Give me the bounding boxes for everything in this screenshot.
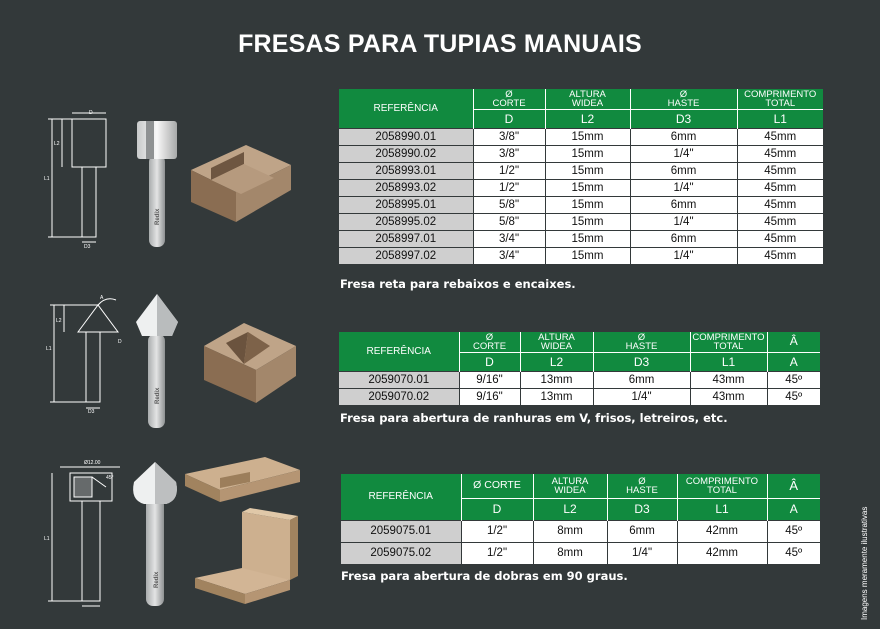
straight-bit-drawing [40,105,120,250]
value-cell: 45º [767,520,820,542]
reference-cell: 2059075.01 [341,520,461,542]
value-cell: 42mm [677,542,767,564]
subheader-d3: D3 [630,109,737,128]
value-cell: 45mm [737,230,823,247]
brand-label: Redix [154,571,160,588]
value-cell: 1/4" [607,542,677,564]
subheader-l2: L2 [545,109,630,128]
value-cell: 45º [767,371,820,388]
value-cell: 1/2" [473,162,545,179]
col-header-widea-height: ALTURA WIDEA [545,89,630,109]
table-row [339,196,823,213]
subheader-a: A [767,352,820,371]
col-header-total-length: COMPRIMENTO TOTAL [677,474,767,498]
value-cell: 15mm [545,230,630,247]
fold-bit-photo [128,460,183,610]
dim-l1-label: L1 [44,536,50,542]
reference-cell: 2058995.01 [339,196,473,213]
brand-label: Redix [155,387,161,404]
value-cell: 3/8" [473,128,545,145]
table-row [341,520,820,542]
subheader-a: A [767,498,820,520]
value-cell: 45º [767,388,820,405]
col-header-reference: REFERÊNCIA [339,89,473,128]
subheader-l2: L2 [520,352,593,371]
table-row [339,371,820,388]
value-cell: 9/16" [459,388,520,405]
subheader-l1: L1 [690,352,767,371]
fold-bit-drawing [40,455,130,610]
dim-d-label: D [89,110,93,116]
value-cell: 6mm [630,196,737,213]
dim-l2-label: L2 [54,141,60,147]
page-title: FRESAS PARA TUPIAS MANUAIS [238,30,642,58]
value-cell: 42mm [677,520,767,542]
value-cell: 13mm [520,388,593,405]
subheader-l1: L1 [737,109,823,128]
table-row [339,145,823,162]
reference-cell: 2058997.01 [339,230,473,247]
brand-label: Redix [155,208,161,225]
dim-a-label: A [100,295,104,301]
value-cell: 45mm [737,196,823,213]
col-header-reference: REFERÊNCIA [339,332,459,371]
value-cell: 1/4" [630,213,737,230]
dim-l2-label: L2 [56,318,62,324]
subheader-d: D [473,109,545,128]
value-cell: 15mm [545,145,630,162]
value-cell: 45mm [737,247,823,264]
col-header-angle: Â [767,474,820,498]
dim-top-label: Ø12.00 [84,460,101,466]
reference-cell: 2058997.02 [339,247,473,264]
v-groove-bit-photo [132,292,182,432]
table-body [341,520,820,564]
col-header-shank-diameter: Ø HASTE [630,89,737,109]
value-cell: 15mm [545,196,630,213]
value-cell: 13mm [520,371,593,388]
value-cell: 1/4" [593,388,690,405]
value-cell: 9/16" [459,371,520,388]
reference-cell: 2058993.01 [339,162,473,179]
dim-d3-label: D3 [84,244,91,250]
value-cell: 5/8" [473,196,545,213]
value-cell: 1/4" [630,247,737,264]
table-row [339,247,823,264]
table-row [341,542,820,564]
value-cell: 8mm [533,542,607,564]
reference-cell: 2058993.02 [339,179,473,196]
straight-bit-table [339,89,823,264]
dim-angle-label: 45° [106,475,114,481]
section-caption: Fresa reta para rebaixos e encaixes. [340,277,576,291]
value-cell: 3/8" [473,145,545,162]
reference-cell: 2059075.02 [341,542,461,564]
value-cell: 1/2" [461,542,533,564]
reference-cell: 2059070.01 [339,371,459,388]
col-header-cut-diameter: Ø CORTE [459,332,520,352]
value-cell: 45mm [737,162,823,179]
value-cell: 6mm [630,128,737,145]
value-cell: 45mm [737,179,823,196]
subheader-d: D [459,352,520,371]
col-header-cut-diameter: Ø CORTE [473,89,545,109]
dim-d3-label: D3 [88,409,95,415]
dim-l1-label: L1 [46,346,52,352]
fold-wood-sample-top [180,452,305,507]
value-cell: 43mm [690,371,767,388]
value-cell: 45mm [737,128,823,145]
value-cell: 15mm [545,162,630,179]
reference-cell: 2058990.01 [339,128,473,145]
table-row [339,162,823,179]
section-caption: Fresa para abertura de ranhuras em V, frisos, letreiros, etc. [340,411,728,425]
table-body [339,128,823,264]
table-row [339,213,823,230]
table-row [339,179,823,196]
value-cell: 43mm [690,388,767,405]
illustrative-images-note: Imagens meramente ilustrativas [860,506,869,620]
straight-bit-photo [132,115,182,250]
value-cell: 15mm [545,247,630,264]
fold-wood-sample-bottom [190,508,305,608]
value-cell: 3/4" [473,230,545,247]
subheader-d3: D3 [593,352,690,371]
v-groove-wood-sample [196,318,301,408]
col-header-total-length: COMPRIMENTO TOTAL [737,89,823,109]
table-body [339,371,820,405]
table-row [339,230,823,247]
value-cell: 45mm [737,145,823,162]
col-header-shank-diameter: Ø HASTE [593,332,690,352]
value-cell: 8mm [533,520,607,542]
value-cell: 15mm [545,213,630,230]
value-cell: 6mm [630,230,737,247]
col-header-shank-diameter: Ø HASTE [607,474,677,498]
value-cell: 1/2" [461,520,533,542]
v-groove-bit-drawing [40,290,130,415]
value-cell: 1/4" [630,179,737,196]
rebate-wood-sample [186,130,296,230]
reference-cell: 2058995.02 [339,213,473,230]
value-cell: 6mm [630,162,737,179]
dim-l1-label: L1 [44,176,50,182]
subheader-d: D [461,498,533,520]
reference-cell: 2059070.02 [339,388,459,405]
value-cell: 1/2" [473,179,545,196]
subheader-d3: D3 [607,498,677,520]
value-cell: 6mm [593,371,690,388]
col-header-total-length: COMPRIMENTO TOTAL [690,332,767,352]
table-row [339,128,823,145]
col-header-reference: REFERÊNCIA [341,474,461,520]
section-caption: Fresa para abertura de dobras em 90 graus. [341,569,628,583]
reference-cell: 2058990.02 [339,145,473,162]
table-row [339,388,820,405]
value-cell: 45mm [737,213,823,230]
dim-d-label: D [118,339,122,345]
subheader-l2: L2 [533,498,607,520]
col-header-widea-height: ALTURA WIDEA [533,474,607,498]
fold-bit-table [341,474,820,564]
col-header-widea-height: ALTURA WIDEA [520,332,593,352]
value-cell: 15mm [545,179,630,196]
value-cell: 6mm [607,520,677,542]
col-header-angle: Â [767,332,820,352]
value-cell: 45º [767,542,820,564]
subheader-l1: L1 [677,498,767,520]
value-cell: 5/8" [473,213,545,230]
col-header-cut-diameter: Ø CORTE [461,474,533,498]
value-cell: 15mm [545,128,630,145]
v-groove-bit-table [339,332,820,405]
value-cell: 1/4" [630,145,737,162]
value-cell: 3/4" [473,247,545,264]
